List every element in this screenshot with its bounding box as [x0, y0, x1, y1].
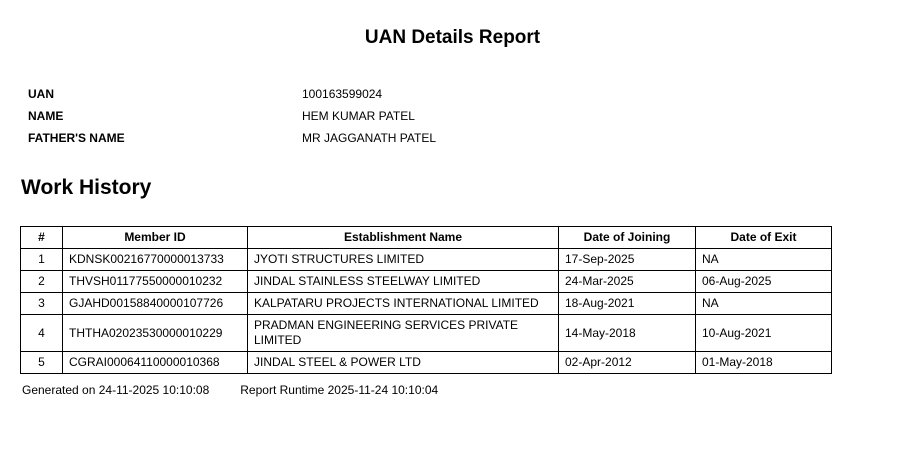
cell-establishment-name: JINDAL STEEL & POWER LTD	[248, 352, 559, 374]
cell-date-of-joining: 18-Aug-2021	[559, 293, 696, 315]
work-history-heading: Work History	[21, 176, 152, 199]
page-title: UAN Details Report	[364, 27, 541, 48]
cell-date-of-exit: NA	[696, 249, 832, 271]
detail-label: UAN	[28, 87, 54, 101]
table-row	[21, 249, 832, 271]
cell-date-of-joining: 24-Mar-2025	[559, 271, 696, 293]
detail-row	[28, 83, 905, 105]
details-section	[28, 83, 905, 149]
report-runtime: Report Runtime 2025-11-24 10:10:04	[240, 383, 439, 397]
detail-label: NAME	[28, 109, 64, 123]
column-header: Member ID	[63, 227, 248, 249]
table-row	[21, 271, 832, 293]
cell-member-id: THTHA02023530000010229	[63, 315, 248, 352]
cell-member-id: THVSH01177550000010232	[63, 271, 248, 293]
table-header-row	[21, 227, 832, 249]
detail-row	[28, 127, 905, 149]
work-history-table	[20, 226, 832, 374]
cell-index: 2	[21, 271, 63, 293]
cell-index: 1	[21, 249, 63, 271]
column-header: Date of Joining	[559, 227, 696, 249]
cell-establishment-name: PRADMAN ENGINEERING SERVICES PRIVATE LIMITED	[248, 315, 559, 352]
table-row	[21, 315, 832, 352]
table-body	[21, 249, 832, 374]
column-header: Establishment Name	[248, 227, 559, 249]
column-header: #	[21, 227, 63, 249]
cell-date-of-joining: 17-Sep-2025	[559, 249, 696, 271]
cell-member-id: CGRAI00064110000010368	[63, 352, 248, 374]
report-footer	[22, 383, 905, 397]
cell-index: 4	[21, 315, 63, 352]
table-row	[21, 352, 832, 374]
cell-establishment-name: JYOTI STRUCTURES LIMITED	[248, 249, 559, 271]
cell-establishment-name: KALPATARU PROJECTS INTERNATIONAL LIMITED	[248, 293, 559, 315]
cell-date-of-exit: 06-Aug-2025	[696, 271, 832, 293]
generated-timestamp: Generated on 24-11-2025 10:10:08	[22, 383, 210, 397]
table-row	[21, 293, 832, 315]
detail-row	[28, 105, 905, 127]
cell-date-of-joining: 14-May-2018	[559, 315, 696, 352]
cell-date-of-exit: 01-May-2018	[696, 352, 832, 374]
cell-member-id: KDNSK00216770000013733	[63, 249, 248, 271]
cell-establishment-name: JINDAL STAINLESS STEELWAY LIMITED	[248, 271, 559, 293]
detail-value: MR JAGGANATH PATEL	[302, 131, 437, 145]
detail-value: 100163599024	[302, 87, 383, 101]
cell-index: 5	[21, 352, 63, 374]
detail-value: HEM KUMAR PATEL	[302, 109, 415, 123]
cell-member-id: GJAHD00158840000107726	[63, 293, 248, 315]
cell-index: 3	[21, 293, 63, 315]
cell-date-of-exit: 10-Aug-2021	[696, 315, 832, 352]
column-header: Date of Exit	[696, 227, 832, 249]
detail-label: FATHER'S NAME	[28, 131, 125, 145]
cell-date-of-exit: NA	[696, 293, 832, 315]
cell-date-of-joining: 02-Apr-2012	[559, 352, 696, 374]
